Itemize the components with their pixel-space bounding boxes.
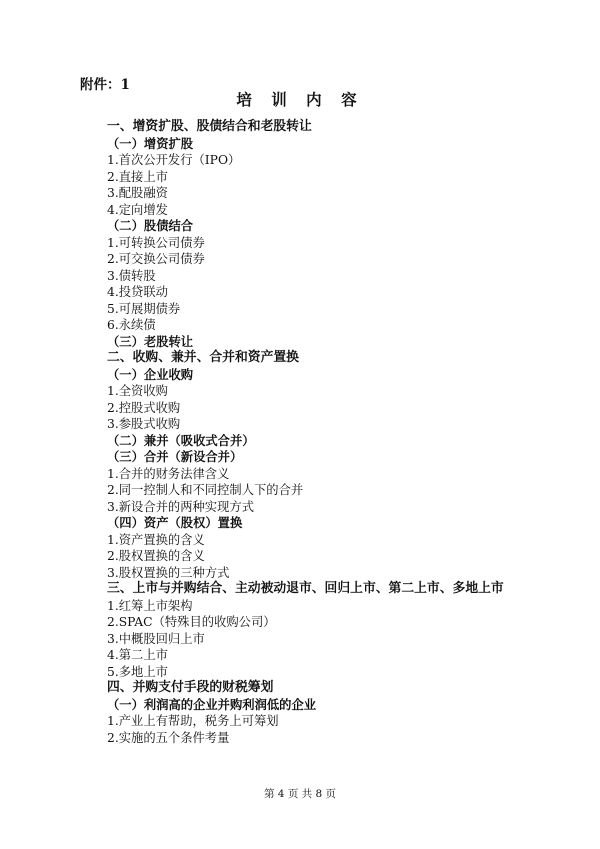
list-item: 1.可转换公司债券 [107,235,205,250]
list-item: 3.参股式收购 [107,417,181,431]
list-item: 2.可交换公司债券 [107,252,205,266]
section-heading: 一、增资扩股、股债结合和老股转让 [107,119,312,134]
page-footer: 第 4 页 共 8 页 [263,788,337,800]
list-item: 1.资产置换的含义 [107,532,205,547]
list-item: 2.控股式收购 [107,400,181,415]
subsection-heading: （一）增资扩股 [107,135,194,151]
section-heading: 三、上市与并购结合、主动被动退市、回归上市、第二上市、多地上市 [107,581,504,596]
subsection-heading: （二）股债结合 [107,218,194,233]
list-item: 2.股权置换的含义 [107,549,205,563]
list-item: 3.中概股回归上市 [107,631,205,646]
list-item: 2.同一控制人和不同控制人下的合并 [107,483,304,497]
attachment-label: 附件：1 [80,77,130,93]
section-heading: 四、并购支付手段的财税筹划 [107,680,274,695]
list-item: 5.可展期债券 [107,301,181,316]
list-item: 3.股权置换的三种方式 [107,565,230,580]
list-item: 6.永续债 [107,318,156,332]
list-item: 1.红筹上市架构 [107,598,193,613]
list-item: 3.配股融资 [107,186,168,200]
document-body [107,119,527,746]
list-item: 1.全资收购 [107,384,168,398]
section-heading: 二、收购、兼并、合并和资产置换 [107,350,299,365]
list-item: 1.首次公开发行（IPO） [107,153,241,167]
list-item: 2.SPAC（特殊目的收购公司） [107,615,276,629]
list-item: 4.第二上市 [107,648,168,662]
list-item: 1.产业上有帮助，税务上可筹划 [107,714,279,728]
subsection-heading: （一）利润高的企业并购利润低的企业 [107,696,317,712]
list-item: 4.定向增发 [107,202,168,217]
page-title: 培 训 内 容 [236,90,364,109]
list-item: 2.直接上市 [107,169,168,184]
list-item: 4.投贷联动 [107,285,168,299]
list-item: 3.新设合并的两种实现方式 [107,499,254,514]
subsection-heading: （一）企业收购 [107,366,194,382]
list-item: 2.实施的五个条件考量 [107,730,230,745]
list-item: 3.债转股 [107,268,156,283]
subsection-heading: （二）兼并（吸收式合并） [107,432,255,448]
subsection-heading: （三）老股转让 [107,333,194,349]
list-item: 1.合并的财务法律含义 [107,466,230,481]
list-item: 5.多地上市 [107,664,168,679]
subsection-heading: （三）合并（新设合并） [107,449,243,464]
subsection-heading: （四）资产（股权）置换 [107,515,243,530]
